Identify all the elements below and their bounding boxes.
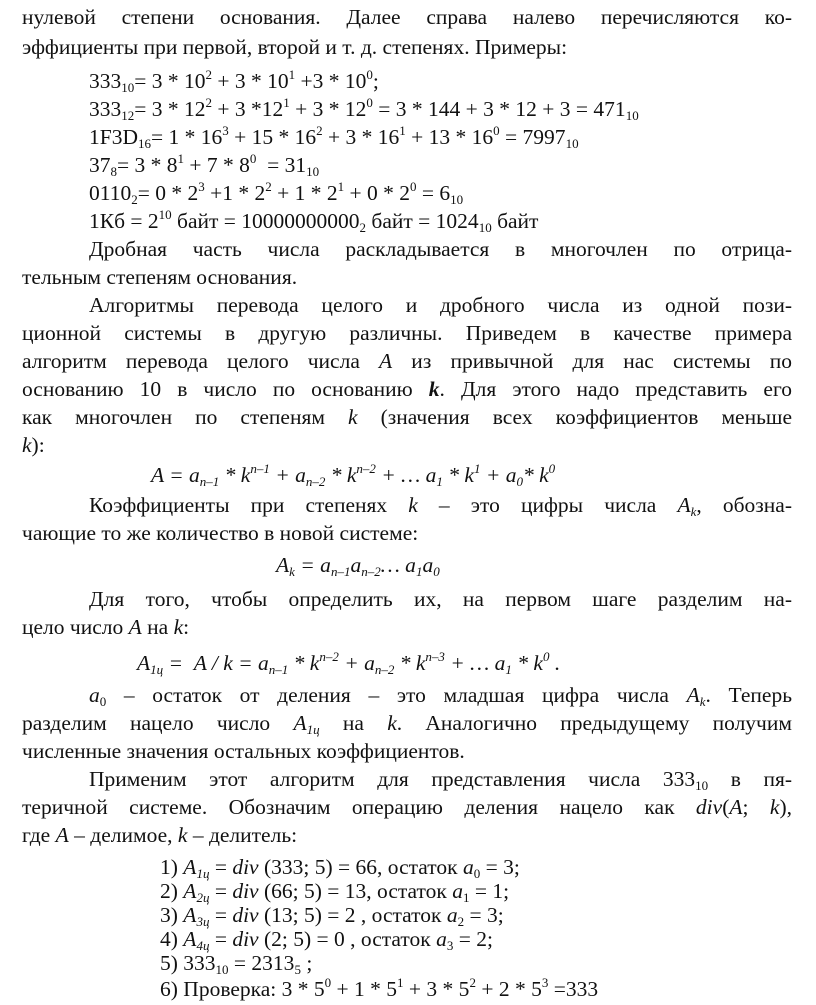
expr: = 1 * 16 [150,125,223,149]
expr: + 3 * 10 [212,69,289,93]
var-k: k [769,795,780,819]
expr: = 6 [416,181,451,205]
text: Коэффициенты при степенях [89,493,409,517]
text: = [209,927,233,951]
text-line [22,736,465,766]
op-div: div [232,927,259,951]
exp: 3 [222,123,229,138]
sub: 1ц [306,722,320,737]
var-A: A [379,349,393,373]
para2-line1: Алгоритмы перевода целого и дробного числа из одной пози- [89,293,792,317]
expr: + 0 * 2 [344,181,411,205]
text: на [319,711,388,735]
step-number: 2) [160,879,178,903]
text: из привычной для нас системы по [392,349,792,373]
f: * k [325,463,357,487]
exp: 0 [366,95,373,110]
text-line [89,764,792,794]
base: 2 [359,220,367,235]
f-sup: n–1 [250,461,270,476]
f-sub: 0 [516,474,523,489]
var-A: A [686,683,700,707]
number: 1F3D [89,125,138,149]
text: ; [300,951,313,975]
var-A: A [183,927,197,951]
expr: + 3 * 12 [289,97,367,121]
text-line [22,708,792,738]
f-sup: n–2 [319,649,339,664]
var-A: A [677,493,691,517]
text: 333 [183,951,216,975]
text: на [141,615,174,639]
example-4 [89,150,319,180]
sub: 2 [457,914,465,929]
text-line [22,374,792,404]
f-sub: 1 [415,564,423,579]
f: * k [522,463,549,487]
f: A [137,651,151,675]
sub: 3 [446,938,454,953]
text-line [22,346,792,376]
text: =333 [548,977,599,1001]
sub: 10 [215,962,229,977]
text: + 2 * 5 [475,977,542,1001]
expr: + 15 * 16 [228,125,317,149]
para0-line1: нулевой степени основания. Далее справа налево перечисляются ко- [22,5,792,29]
exp: 0 [366,67,373,82]
text: = 2313 [228,951,295,975]
text: – делитель: [187,823,298,847]
f: … a [380,553,416,577]
text: алгоритм перевода целого числа [22,349,380,373]
formula-polynomial [151,460,555,490]
expr: + 3 *12 [212,97,284,121]
text-line [22,430,45,460]
exp: 0 [493,123,500,138]
text: . Аналогично предыдущему получим [396,711,792,735]
op-div: div [695,795,723,819]
text-line [22,32,567,62]
number: 333 [89,97,122,121]
sub: 2ц [196,890,210,905]
exp: 0 [410,179,417,194]
para1-line1: Дробная часть числа раскладывается в многочлен по отрица- [89,237,792,261]
expr: = 3 * 8 [117,153,178,177]
text: основанию 10 в число по основанию [22,377,429,401]
var-k: k [177,823,188,847]
text: (2; 5) = 0 , остаток [258,927,437,951]
var-a: a [436,927,447,951]
sub: 1ц [196,866,210,881]
sub: 3ц [196,914,210,929]
exp: 1 [177,151,185,166]
var-a: a [452,879,463,903]
sup: 3 [541,975,549,990]
var-A: A [128,615,142,639]
sub: 10 [695,778,709,793]
text: = [209,903,233,927]
text: : [183,615,190,639]
expr: +3 * 10 [295,69,367,93]
f-sub: n–1 [268,662,289,677]
var-k: k [699,694,706,709]
exp: 2 [205,95,213,110]
formula-division [137,648,560,678]
expr: байт = 10000000000 [171,209,360,233]
text: = 2; [453,927,493,951]
para0-line2: эффициенты при первой, второй и т. д. степенях. Примеры: [22,35,568,59]
f: * k [394,651,426,675]
number: 0110 [89,181,132,205]
exp: 0 [249,151,257,166]
op-div: div [232,855,259,879]
text: ), [779,795,792,819]
text: ; [742,795,770,819]
number: 333 [89,69,122,93]
text: = 1; [469,879,510,903]
f: * k [288,651,320,675]
para3-line2: чающие то же количество в новой системе: [22,521,419,545]
f: . [549,651,561,675]
f: = a [294,553,331,577]
text-line [89,490,792,520]
text: теричной системе. Обозначим операцию деления нацело как [22,795,696,819]
exp: 3 [198,179,205,194]
text: = 3; [464,903,504,927]
expr: ; [372,69,379,93]
step-6 [160,974,598,1004]
expr: = 3 * 144 + 3 * 12 + 3 = 471 [372,97,626,121]
f-sub: n–1 [330,564,351,579]
text: = [209,855,233,879]
text: – делимое, [68,823,178,847]
example-5 [89,178,463,208]
f: * k [219,463,251,487]
sub: 5 [294,962,301,977]
f: + … a [444,651,506,675]
f: A [276,553,290,577]
text-line [22,402,792,432]
var-k: k [387,711,397,735]
f: + a [338,651,375,675]
base: 16 [137,136,151,151]
exp: 1 [399,123,406,138]
example-1 [89,66,379,96]
op-div: div [232,903,259,927]
text: Проверка: 3 * 5 [183,977,325,1001]
f-sub: n–1 [199,474,220,489]
base: 10 [306,164,320,179]
sub: 0 [99,694,107,709]
f-sub: 1 [505,662,512,677]
sub: 0 [473,866,481,881]
step-number: 1) [160,855,178,879]
exp: 2 [265,179,272,194]
text: + 3 * 5 [403,977,470,1001]
base: 8 [110,164,117,179]
text: = 3; [480,855,520,879]
text: ( [722,795,730,819]
f-sub: 1ц [150,662,164,677]
text: Применим этот алгоритм для представления числа 333 [89,767,696,791]
text-line [22,262,297,292]
text: в пя- [708,767,792,791]
expr: + 3 * 16 [322,125,400,149]
f-sup: 0 [548,461,556,476]
example-3 [89,122,579,152]
text: (значения всех коэффициентов меньше [357,405,792,429]
text: ): [31,433,45,457]
base: 10 [450,192,464,207]
expr: + 13 * 16 [405,125,494,149]
formula-digits [276,550,440,580]
expr: = 7997 [499,125,566,149]
expr: = 3 * 12 [134,97,206,121]
var-k: k [173,615,184,639]
base: 12 [121,108,135,123]
base: 10 [565,136,579,151]
var-k: k [408,493,418,517]
expr: байт [491,209,539,233]
step-number: 4) [160,927,178,951]
f-sub: n–2 [374,662,395,677]
base: 10 [121,80,135,95]
text-line [22,820,297,850]
text: как многочлен по степеням [22,405,348,429]
var-a: a [89,683,100,707]
text-line [89,584,792,614]
var-A: A [55,823,69,847]
f: a [350,553,362,577]
f: A = a [151,463,200,487]
sup: 0 [324,975,332,990]
var-k: k [690,504,697,519]
sub: 4ц [196,938,210,953]
sup: 2 [469,975,476,990]
f-sup: n–2 [356,461,376,476]
f: + … a [375,463,437,487]
para2-line2: ционной системы в другую различны. Приведем в качестве примера [22,321,792,345]
base: 10 [625,108,639,123]
op-div: div [232,879,259,903]
f-sub: 1 [436,474,443,489]
example-2 [89,94,639,124]
var-k: k [348,405,358,429]
text-line [89,290,792,320]
f-sup: 1 [473,461,481,476]
text: . Теперь [705,683,792,707]
expr: + 7 * 8 [184,153,250,177]
expr: = 0 * 2 [137,181,199,205]
exp: 1 [283,95,290,110]
text: = [209,879,233,903]
text: (333; 5) = 66, остаток [258,855,463,879]
exp: 10 [158,207,172,222]
text-line [89,234,792,264]
var-A: A [183,855,197,879]
f-sub: n–2 [305,474,326,489]
text: . Для этого надо представить его [439,377,793,401]
f-sub: k [289,564,295,579]
text: – остаток от деления – это младшая цифра числа [106,683,687,707]
var-a: a [446,903,458,927]
text: (66; 5) = 13, остаток [258,879,453,903]
text: (13; 5) = 2 , остаток [258,903,447,927]
var-A: A [729,795,743,819]
para5-line3: численные значения остальных коэффициентов. [22,739,465,763]
var-a: a [462,855,474,879]
expr: = 31 [256,153,307,177]
step-number: 6) [160,977,178,1001]
exp: 2 [316,123,323,138]
sup: 1 [397,975,404,990]
para4-line1: Для того, чтобы определить их, на первом шаге разделим на- [89,587,792,611]
expr: + 1 * 2 [271,181,338,205]
f: * k [511,651,543,675]
para1-line2: тельным степеням основания. [22,265,298,289]
number: 37 [89,153,111,177]
f-sup: n–3 [425,649,445,664]
base: 10 [478,220,492,235]
text-line [22,2,792,32]
text-line [22,518,418,548]
f: + a [480,463,517,487]
f-sub: 0 [433,564,440,579]
text-line [22,612,189,642]
expr: байт = 1024 [366,209,479,233]
f: a [422,553,434,577]
text-line [89,680,792,710]
base: 2 [131,192,138,207]
expr: +1 * 2 [204,181,266,205]
text: где [22,823,56,847]
var-k: k [428,377,440,401]
f-sub: n–2 [361,564,381,579]
expr: = 3 * 10 [134,69,206,93]
text-line [22,792,792,822]
text: + 1 * 5 [331,977,398,1001]
f: + a [269,463,306,487]
text: цело число [22,615,129,639]
text: – это цифры числа [417,493,678,517]
text: , обозна- [696,493,792,517]
expr: 1Кб = 2 [89,209,159,233]
f: = A / k = a [163,651,269,675]
exp: 2 [205,67,213,82]
step-number: 3) [160,903,178,927]
text: разделим нацело число [22,711,294,735]
example-6 [89,206,538,236]
var-A: A [293,711,307,735]
var-A: A [183,879,197,903]
f: * k [442,463,474,487]
exp: 1 [337,179,345,194]
var-A: A [183,903,197,927]
var-k: k [22,433,32,457]
f-sup: 0 [542,649,550,664]
sub: 1 [462,890,470,905]
exp: 1 [288,67,296,82]
text-line [22,318,792,348]
step-number: 5) [160,951,178,975]
